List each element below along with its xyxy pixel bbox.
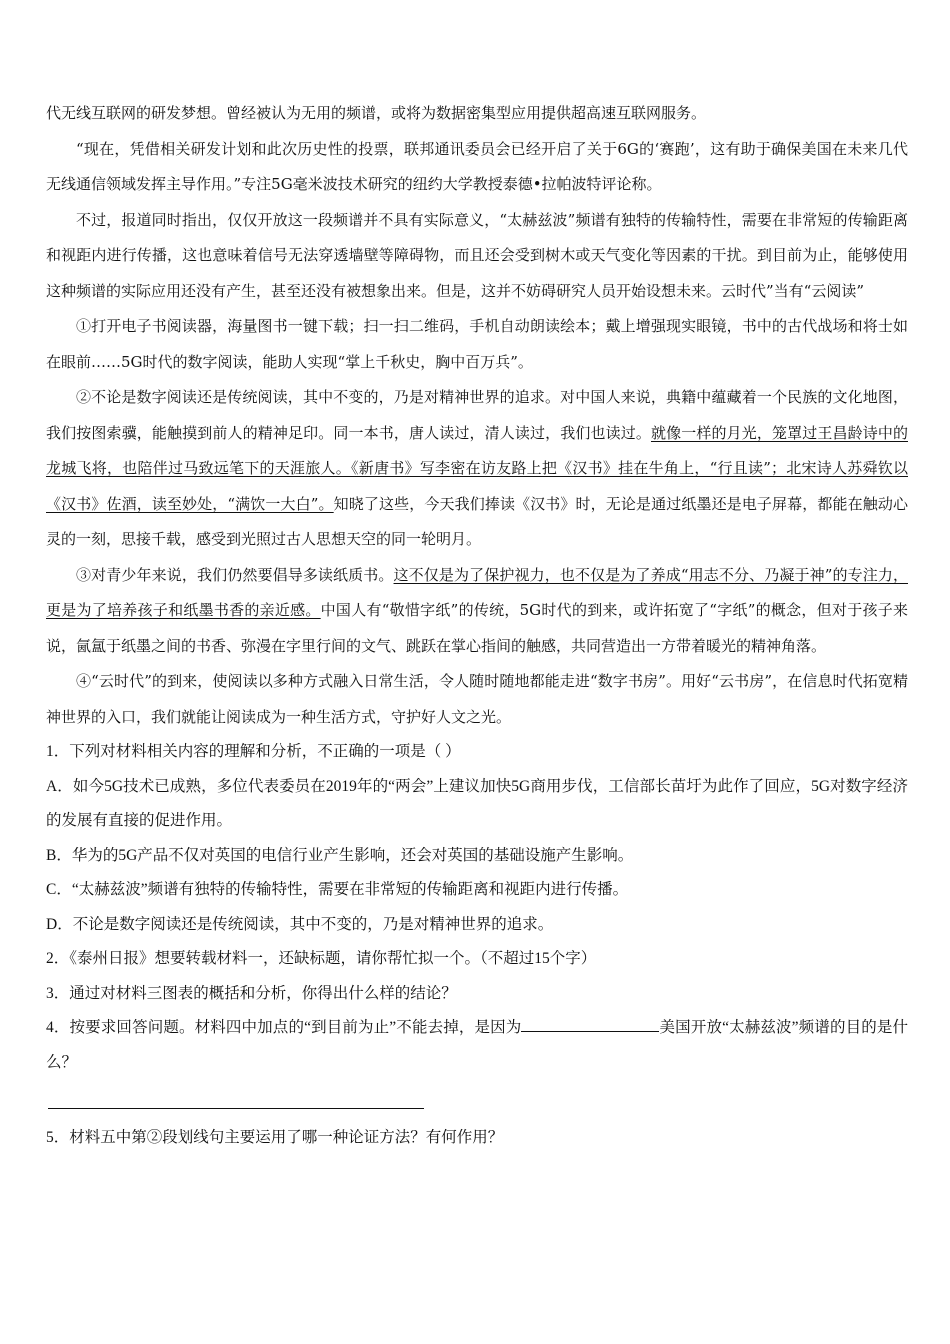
- question-1-option-b: B．华为的5G产品不仅对英国的电信行业产生影响，还会对英国的基础设施产生影响。: [46, 846, 634, 864]
- material-paragraph-3: 不过，报道同时指出，仅仅开放这一段频谱并不具有实际意义，“太赫兹波”频谱有独特的传输特性，需要在非常短的传输距离和视距内进行传播，这也意味着信号无法穿透墙壁等障碍物，而且还会受到树木或天气变化等因素的干扰。到目前为止，能够使用这种频谱的实际应用还没有产生，甚至还没有被想象出来。但是，这并不妨碍研究人员开始设想未来。云时代”当有“云阅读”: [46, 210, 908, 300]
- question-4: [46, 1011, 908, 1080]
- question-3: 3．通过对材料三图表的概括和分析，你得出什么样的结论？: [46, 984, 457, 1002]
- question-4-text-b: 美国开放“太赫兹波”频谱的目的是什么？: [46, 1019, 908, 1071]
- paragraph-5-text-b: 知晓了这些，今天我们捧读《汉书》时，无论是通过纸墨还是电子屏幕，都能在触动心灵的一刻，思接千载，感受到光照过古人思想天空的同一轮明月。: [46, 494, 908, 548]
- paragraph-6-text-b: 中国人有“敬惜字纸”的传统，5G时代的到来，或许拓宽了“字纸”的概念，但对于孩子来说，氤氲于纸墨之间的书香、弥漫在字里行间的文气、跳跃在掌心指间的触感，共同营造出一方带着暖光的精神角落。: [46, 601, 908, 655]
- material-paragraph-4: ①打开电子书阅读器，海量图书一键下载；扫一扫二维码，手机自动朗读绘本；戴上增强现实眼镜，书中的古代战场和将士如在眼前……5G时代的数字阅读，能助人实现“掌上千秋史，胸中百万兵”。: [46, 317, 908, 371]
- question-4-text-a: 4．按要求回答问题。材料四中加点的“到目前为止”不能去掉，是因为: [46, 1019, 522, 1036]
- question-1: 1．下列对材料相关内容的理解和分析，不正确的一项是（ ）: [46, 743, 461, 760]
- material-paragraph-5: [46, 380, 908, 558]
- question-5: 5．材料五中第②段划线句主要运用了哪一种论证方法？有何作用？: [46, 1129, 504, 1146]
- question-1-option-c: C．“太赫兹波”频谱有独特的传输特性，需要在非常短的传输距离和视距内进行传播。: [46, 881, 629, 898]
- answer-blank: [521, 1017, 659, 1032]
- underlined-sentence: 就像一样的月光，笼罩过王昌龄诗中的龙城飞将，也陪伴过马致远笔下的天涯旅人。《新唐书》写李密在访友路上把《汉书》挂在牛角上，“行且读”；北宋诗人苏舜钦以《汉书》佐酒，读至妙处，“满饮一大白”。: [46, 423, 908, 513]
- question-2: 2．《泰州日报》想要转载材料一，还缺标题，请你帮忙拟一个。（不超过15个字）: [46, 950, 597, 967]
- question-1-option-a: A．如今5G技术已成熟，多位代表委员在2019年的“两会”上建议加快5G商用步伐，工信部长苗圩为此作了回应，5G对数字经济的发展有直接的促进作用。: [46, 777, 908, 829]
- underlined-sentence-2: 这不仅是为了保护视力，也不仅是为了养成“用志不分、乃凝于神”的专注力，更是为了培养孩子和纸墨书香的亲近感。: [46, 565, 908, 619]
- material-paragraph-7: ④“云时代”的到来，使阅读以多种方式融入日常生活，令人随时随地都能走进“数字书房”。用好“云书房”，在信息时代拓宽精神世界的入口，我们就能让阅读成为一种生活方式，守护好人文之光。: [46, 672, 908, 726]
- paragraph-5-text-a: ②不论是数字阅读还是传统阅读，其中不变的，乃是对精神世界的追求。对中国人来说，典籍中蕴藏着一个民族的文化地图，我们按图索骥，能触摸到前人的精神足印。同一本书，唐人读过，清人读过，我们也读过。: [46, 388, 908, 442]
- question-1-option-d: D．不论是数字阅读还是传统阅读，其中不变的，乃是对精神世界的追求。: [46, 915, 554, 933]
- material-paragraph-6: [46, 558, 908, 665]
- material-paragraph-2: “现在，凭借相关研发计划和此次历史性的投票，联邦通讯委员会已经开启了关于6G的‘赛跑’，这有助于确保美国在未来几代无线通信领域发挥主导作用。”专注5G毫米波技术研究的纽约大学教授泰德•拉帕波特评论称。: [46, 139, 908, 193]
- material-paragraph-1: 代无线互联网的研发梦想。曾经被认为无用的频谱，或将为数据密集型应用提供超高速互联网服务。: [46, 104, 707, 122]
- paragraph-6-text-a: ③对青少年来说，我们仍然要倡导多读纸质书。: [76, 565, 394, 584]
- answer-line: [48, 1108, 424, 1109]
- document-page: [46, 96, 908, 1156]
